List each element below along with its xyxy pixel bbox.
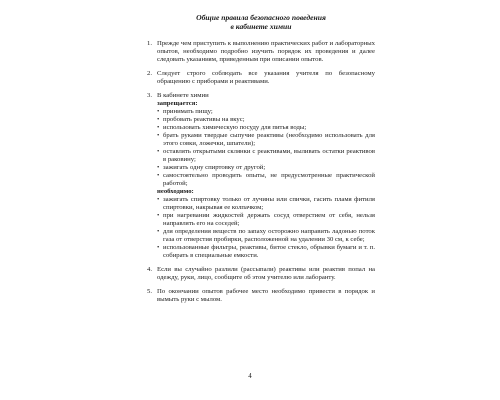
page-number: 4 — [248, 372, 252, 380]
document-page — [147, 14, 375, 310]
rule-text: Если вы случайно разлили (рассыпали) реактивы или реактив попал на одежду, руки, лицо, сообщите об этом учителю или лаборанту. — [157, 266, 375, 282]
rule-text: По окончании опытов рабочее место необходимо привести в порядок и вымыть руки с мылом. — [157, 288, 375, 304]
bullet-icon: • — [157, 212, 160, 220]
list-item: • брать руками твердые сыпучие реактивы (необходимо использовать для этого совки, ложечки, шпатели); — [157, 132, 375, 148]
prohibited-heading: запрещается: — [157, 100, 198, 108]
rule-item-2 — [147, 70, 375, 86]
rule-item-1 — [147, 40, 375, 64]
title-line-2: в кабинете химии — [230, 21, 292, 31]
bullet-icon: • — [157, 196, 160, 204]
rule-item-4 — [147, 266, 375, 282]
bullet-icon: • — [157, 132, 160, 140]
rule-number: 2. — [147, 70, 153, 78]
rule-number: 1. — [147, 40, 153, 48]
rule-number: 4. — [147, 266, 153, 274]
rule-text: Прежде чем приступить к выполнению практических работ и лабораторных опытов, необходимо подробно изучить порядок их проведения и далее следовать указаниям, приведенным при описании опытов. — [157, 40, 375, 64]
list-item: • пробовать реактивы на вкус; — [157, 116, 245, 124]
required-list — [157, 196, 375, 260]
bullet-icon: • — [157, 172, 160, 180]
bullet-icon: • — [157, 108, 160, 116]
rule-item-5 — [147, 288, 375, 304]
list-item: • зажигать одну спиртовку от другой; — [157, 164, 266, 172]
required-heading: необходимо: — [157, 188, 194, 196]
bullet-icon: • — [157, 148, 160, 156]
prohibited-list — [157, 108, 375, 188]
bullet-icon: • — [157, 116, 160, 124]
rule-item-3 — [147, 92, 375, 260]
bullet-icon: • — [157, 124, 160, 132]
rule-text: Следует строго соблюдать все указания учителя по безопасному обращению с приборами и реактивами. — [157, 70, 375, 86]
list-item: • зажигать спиртовку только от лучины или спички, гасить пламя фитиля спиртовки, накрывая ее колпачком; — [157, 196, 375, 212]
rules-list — [147, 40, 375, 304]
title-line-1: Общие правила безопасного поведения — [196, 13, 326, 22]
bullet-icon: • — [157, 164, 160, 172]
rule-number: 3. — [147, 92, 153, 100]
list-item: • для определения веществ по запаху осторожно направить ладонью поток газа от отверстия пробирки, расположенной на удалении 30 см, к себе; — [157, 228, 375, 244]
document-title — [147, 14, 375, 31]
rule-number: 5. — [147, 288, 153, 296]
list-item: • самостоятельно проводить опыты, не предусмотренные практической работой; — [157, 172, 375, 188]
list-item: • использованные фильтры, реактивы, битое стекло, обрывки бумаги и т. п. собирать в специальные емкости. — [157, 244, 375, 260]
list-item: • при нагревании жидкостей держать сосуд отверстием от себя, нельзя направлять его на соседей; — [157, 212, 375, 228]
rule-text: В кабинете химии — [157, 92, 209, 100]
list-item: • использовать химическую посуду для питья воды; — [157, 124, 307, 132]
list-item: • оставлять открытыми склянки с реактивами, выливать остатки реактивов в раковину; — [157, 148, 375, 164]
bullet-icon: • — [157, 228, 160, 236]
list-item: • принимать пищу; — [157, 108, 213, 116]
bullet-icon: • — [157, 244, 160, 252]
